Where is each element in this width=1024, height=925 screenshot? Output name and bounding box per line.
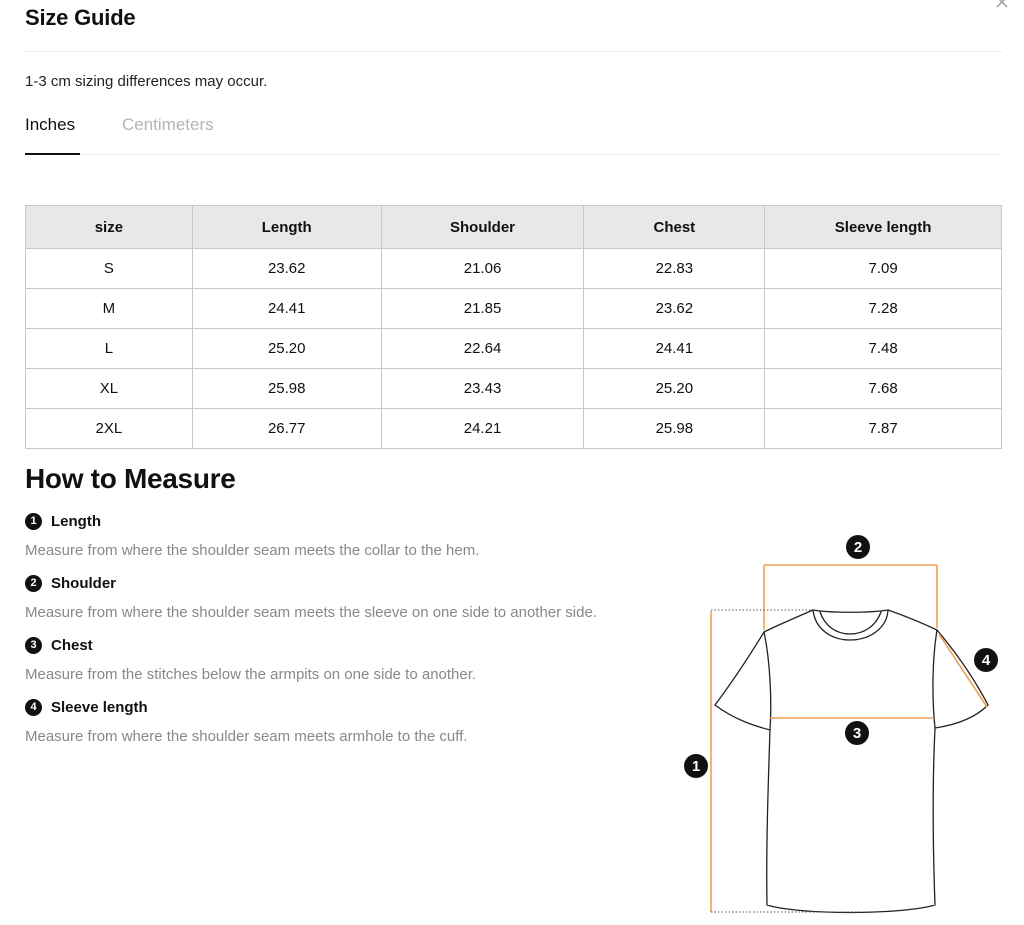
cell-size: XL xyxy=(26,369,193,409)
close-icon xyxy=(994,0,1010,10)
measure-label: Shoulder xyxy=(51,575,117,592)
cell-length: 25.98 xyxy=(192,369,381,409)
sizing-note: 1-3 cm sizing differences may occur. xyxy=(25,73,268,90)
tab-centimeters[interactable]: Centimeters xyxy=(122,115,214,134)
table-row xyxy=(26,329,1002,369)
measure-item-sleeve-length xyxy=(25,699,467,745)
measure-item-chest xyxy=(25,637,476,683)
measure-description: Measure from where the shoulder seam meets the sleeve on one side to another side. xyxy=(25,604,597,621)
cell-chest: 25.98 xyxy=(584,409,765,449)
table-row xyxy=(26,369,1002,409)
cell-sleeve-length: 7.09 xyxy=(765,249,1002,289)
cell-shoulder: 21.06 xyxy=(381,249,584,289)
cell-size: M xyxy=(26,289,193,329)
tshirt-measurement-diagram xyxy=(680,530,1010,920)
unit-tabs xyxy=(25,108,1002,155)
cell-shoulder: 23.43 xyxy=(381,369,584,409)
cell-size: 2XL xyxy=(26,409,193,449)
cell-sleeve-length: 7.68 xyxy=(765,369,1002,409)
tab-inches[interactable]: Inches xyxy=(25,115,76,134)
cell-length: 24.41 xyxy=(192,289,381,329)
marker-3-label: 3 xyxy=(852,725,862,742)
header-size: size xyxy=(26,206,193,249)
cell-sleeve-length: 7.48 xyxy=(765,329,1002,369)
header-sleeve-length: Sleeve length xyxy=(765,206,1002,249)
measure-description: Measure from where the shoulder seam meets armhole to the cuff. xyxy=(25,728,468,745)
marker-3 xyxy=(845,721,869,745)
length-guide-dotted xyxy=(711,610,860,912)
cell-sleeve-length: 7.87 xyxy=(765,409,1002,449)
tshirt-outline-icon xyxy=(715,610,988,913)
measure-label: Length xyxy=(51,513,101,530)
cell-chest: 24.41 xyxy=(584,329,765,369)
marker-2-label: 2 xyxy=(853,539,863,556)
cell-shoulder: 24.21 xyxy=(381,409,584,449)
cell-size: L xyxy=(26,329,193,369)
cell-shoulder: 21.85 xyxy=(381,289,584,329)
marker-4 xyxy=(974,648,998,672)
table-row xyxy=(26,409,1002,449)
cell-sleeve-length: 7.28 xyxy=(765,289,1002,329)
cell-chest: 23.62 xyxy=(584,289,765,329)
marker-2 xyxy=(846,535,870,559)
number-badge: 3 xyxy=(25,637,42,654)
cell-shoulder: 22.64 xyxy=(381,329,584,369)
cell-length: 23.62 xyxy=(192,249,381,289)
cell-size: S xyxy=(26,249,193,289)
cell-chest: 22.83 xyxy=(584,249,765,289)
number-badge: 4 xyxy=(25,699,42,716)
active-tab-indicator xyxy=(25,153,80,155)
header-shoulder: Shoulder xyxy=(381,206,584,249)
marker-4-label: 4 xyxy=(981,652,991,669)
how-to-measure-title: How to Measure xyxy=(25,463,236,494)
measure-label: Sleeve length xyxy=(51,699,148,716)
measure-label: Chest xyxy=(51,637,93,654)
table-row xyxy=(26,249,1002,289)
marker-1 xyxy=(684,754,708,778)
modal-title: Size Guide xyxy=(25,5,136,30)
cell-length: 26.77 xyxy=(192,409,381,449)
header-chest: Chest xyxy=(584,206,765,249)
measure-description: Measure from the stitches below the armpits on one side to another. xyxy=(25,666,477,683)
number-badge: 1 xyxy=(25,513,42,530)
cell-chest: 25.20 xyxy=(584,369,765,409)
table-header-row xyxy=(26,206,1002,249)
size-table xyxy=(25,205,1002,449)
measure-item-shoulder xyxy=(25,575,597,621)
header-length: Length xyxy=(192,206,381,249)
header-divider xyxy=(25,51,1002,52)
cell-length: 25.20 xyxy=(192,329,381,369)
measure-description: Measure from where the shoulder seam meets the collar to the hem. xyxy=(25,542,480,559)
close-button[interactable] xyxy=(994,0,1010,10)
number-badge: 2 xyxy=(25,575,42,592)
marker-1-label: 1 xyxy=(691,758,701,775)
measure-item-length xyxy=(25,513,479,559)
table-row xyxy=(26,289,1002,329)
